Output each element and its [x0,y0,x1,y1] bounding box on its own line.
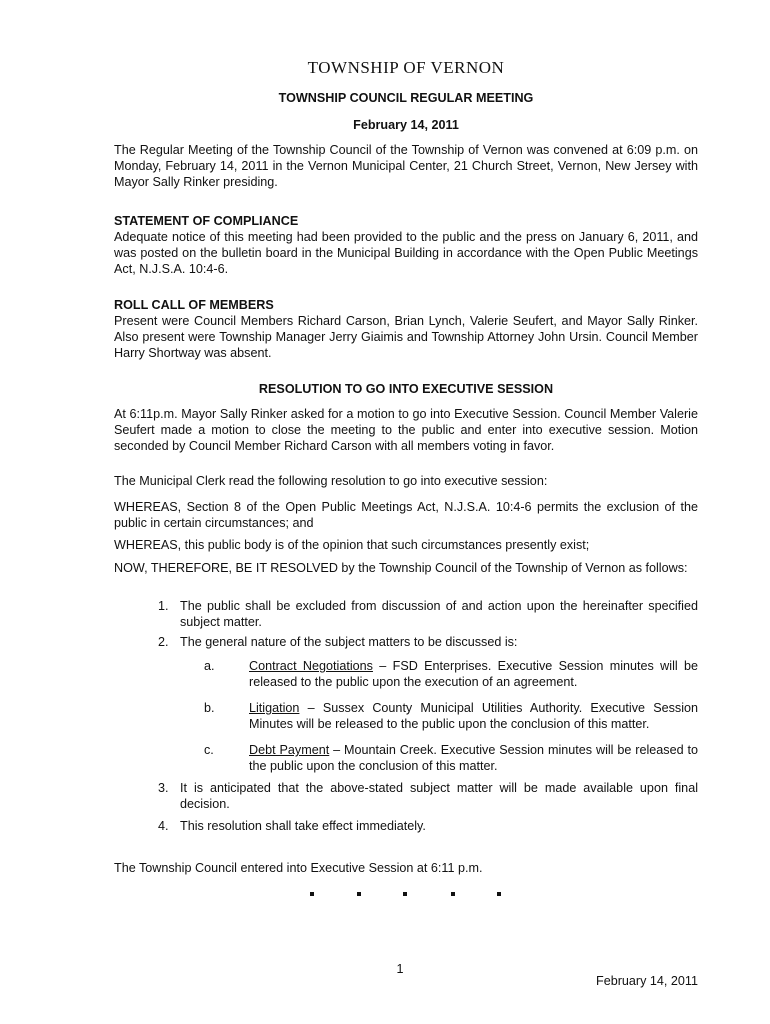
list-item [158,780,698,812]
sub-list-letter: a. [204,659,215,673]
list-item-text: The public shall be excluded from discussion of and action upon the hereinafter specified subject matter. [180,599,698,629]
section-separator [0,892,770,898]
separator-dot [497,892,501,896]
roll-call-heading: ROLL CALL OF MEMBERS [114,298,274,312]
whereas-paragraph-2: WHEREAS, this public body is of the opinion that such circumstances presently exist; [114,538,590,552]
intro-paragraph: The Regular Meeting of the Township Council of the Township of Vernon was convened at 6:09 p.m. on Monday, February 14, 2011 in the Vernon Municipal Center, 21 Church Street, Vernon, New Jersey with Mayor Sally Rinker presiding. [114,143,698,189]
list-item-text: It is anticipated that the above-stated subject matter will be made available upon final decision. [180,781,698,811]
sub-list-topic: Contract Negotiations [249,659,373,673]
resolved-paragraph: NOW, THEREFORE, BE IT RESOLVED by the Township Council of the Township of Vernon as follows: [114,561,688,575]
meeting-heading: TOWNSHIP COUNCIL REGULAR MEETING [278,91,534,105]
sub-list-item [204,700,698,732]
list-item [158,818,698,834]
page-number: 1 [396,962,404,976]
document-title: TOWNSHIP OF VERNON [307,58,505,77]
sub-list-item [204,658,698,690]
footer-date: February 14, 2011 [596,974,698,988]
sub-list-topic: Litigation [249,701,300,715]
sub-list-detail: – FSD Enterprises. Executive Session minutes will be released to the public upon the execution of an agreement. [249,659,699,689]
resolution-heading: RESOLUTION TO GO INTO EXECUTIVE SESSION [258,382,554,396]
list-item [158,598,698,630]
closing-paragraph: The Township Council entered into Executive Session at 6:11 p.m. [114,861,483,875]
sub-list-text [249,742,698,774]
separator-dot [357,892,361,896]
clerk-paragraph: The Municipal Clerk read the following resolution to go into executive session: [114,474,548,488]
sub-list-text [249,700,698,732]
list-item [158,634,698,650]
separator-dot [403,892,407,896]
roll-call-text: Present were Council Members Richard Carson, Brian Lynch, Valerie Seufert, and Mayor Sally Rinker. Also present were Township Manager Jerry Giaimis and Township Attorney John Ursin. Council Member Harry Shortway was absent. [114,314,698,360]
sub-list-detail: – Sussex County Municipal Utilities Authority. Executive Session Minutes will be released to the public upon the conclusion of this matter. [249,701,698,731]
compliance-heading: STATEMENT OF COMPLIANCE [114,214,299,228]
sub-list-topic: Debt Payment [249,743,330,757]
sub-list-letter: b. [204,701,215,715]
list-item-number: 2. [158,635,169,649]
sub-list-letter: c. [204,743,214,757]
meeting-date: February 14, 2011 [353,118,459,132]
separator-dot [451,892,455,896]
whereas-paragraph-1: WHEREAS, Section 8 of the Open Public Meetings Act, N.J.S.A. 10:4-6 permits the exclusion of the public in certain circumstances; and [114,500,698,530]
separator-dot [310,892,314,896]
compliance-text: Adequate notice of this meeting had been provided to the public and the press on January 6, 2011, and was posted on the bulletin board in the Municipal Building in accordance with the Open Public Meetings Act, N.J.S.A. 10:4-6. [114,230,698,276]
sub-list-item [204,742,698,774]
list-item-number: 4. [158,819,169,833]
resolution-motion-paragraph: At 6:11p.m. Mayor Sally Rinker asked for a motion to go into Executive Session. Council Member Valerie Seufert made a motion to close the meeting to the public and enter into executive session. Motion seconded by Council Member Richard Carson with all members voting in favor. [114,407,698,453]
list-item-number: 3. [158,781,169,795]
sub-list-detail: – Mountain Creek. Executive Session minutes will be released to the public upon the conclusion of this matter. [249,743,698,773]
list-item-text: This resolution shall take effect immediately. [180,819,426,833]
list-item-number: 1. [158,599,169,613]
list-item-text: The general nature of the subject matters to be discussed is: [180,635,518,649]
sub-list-text [249,658,698,690]
